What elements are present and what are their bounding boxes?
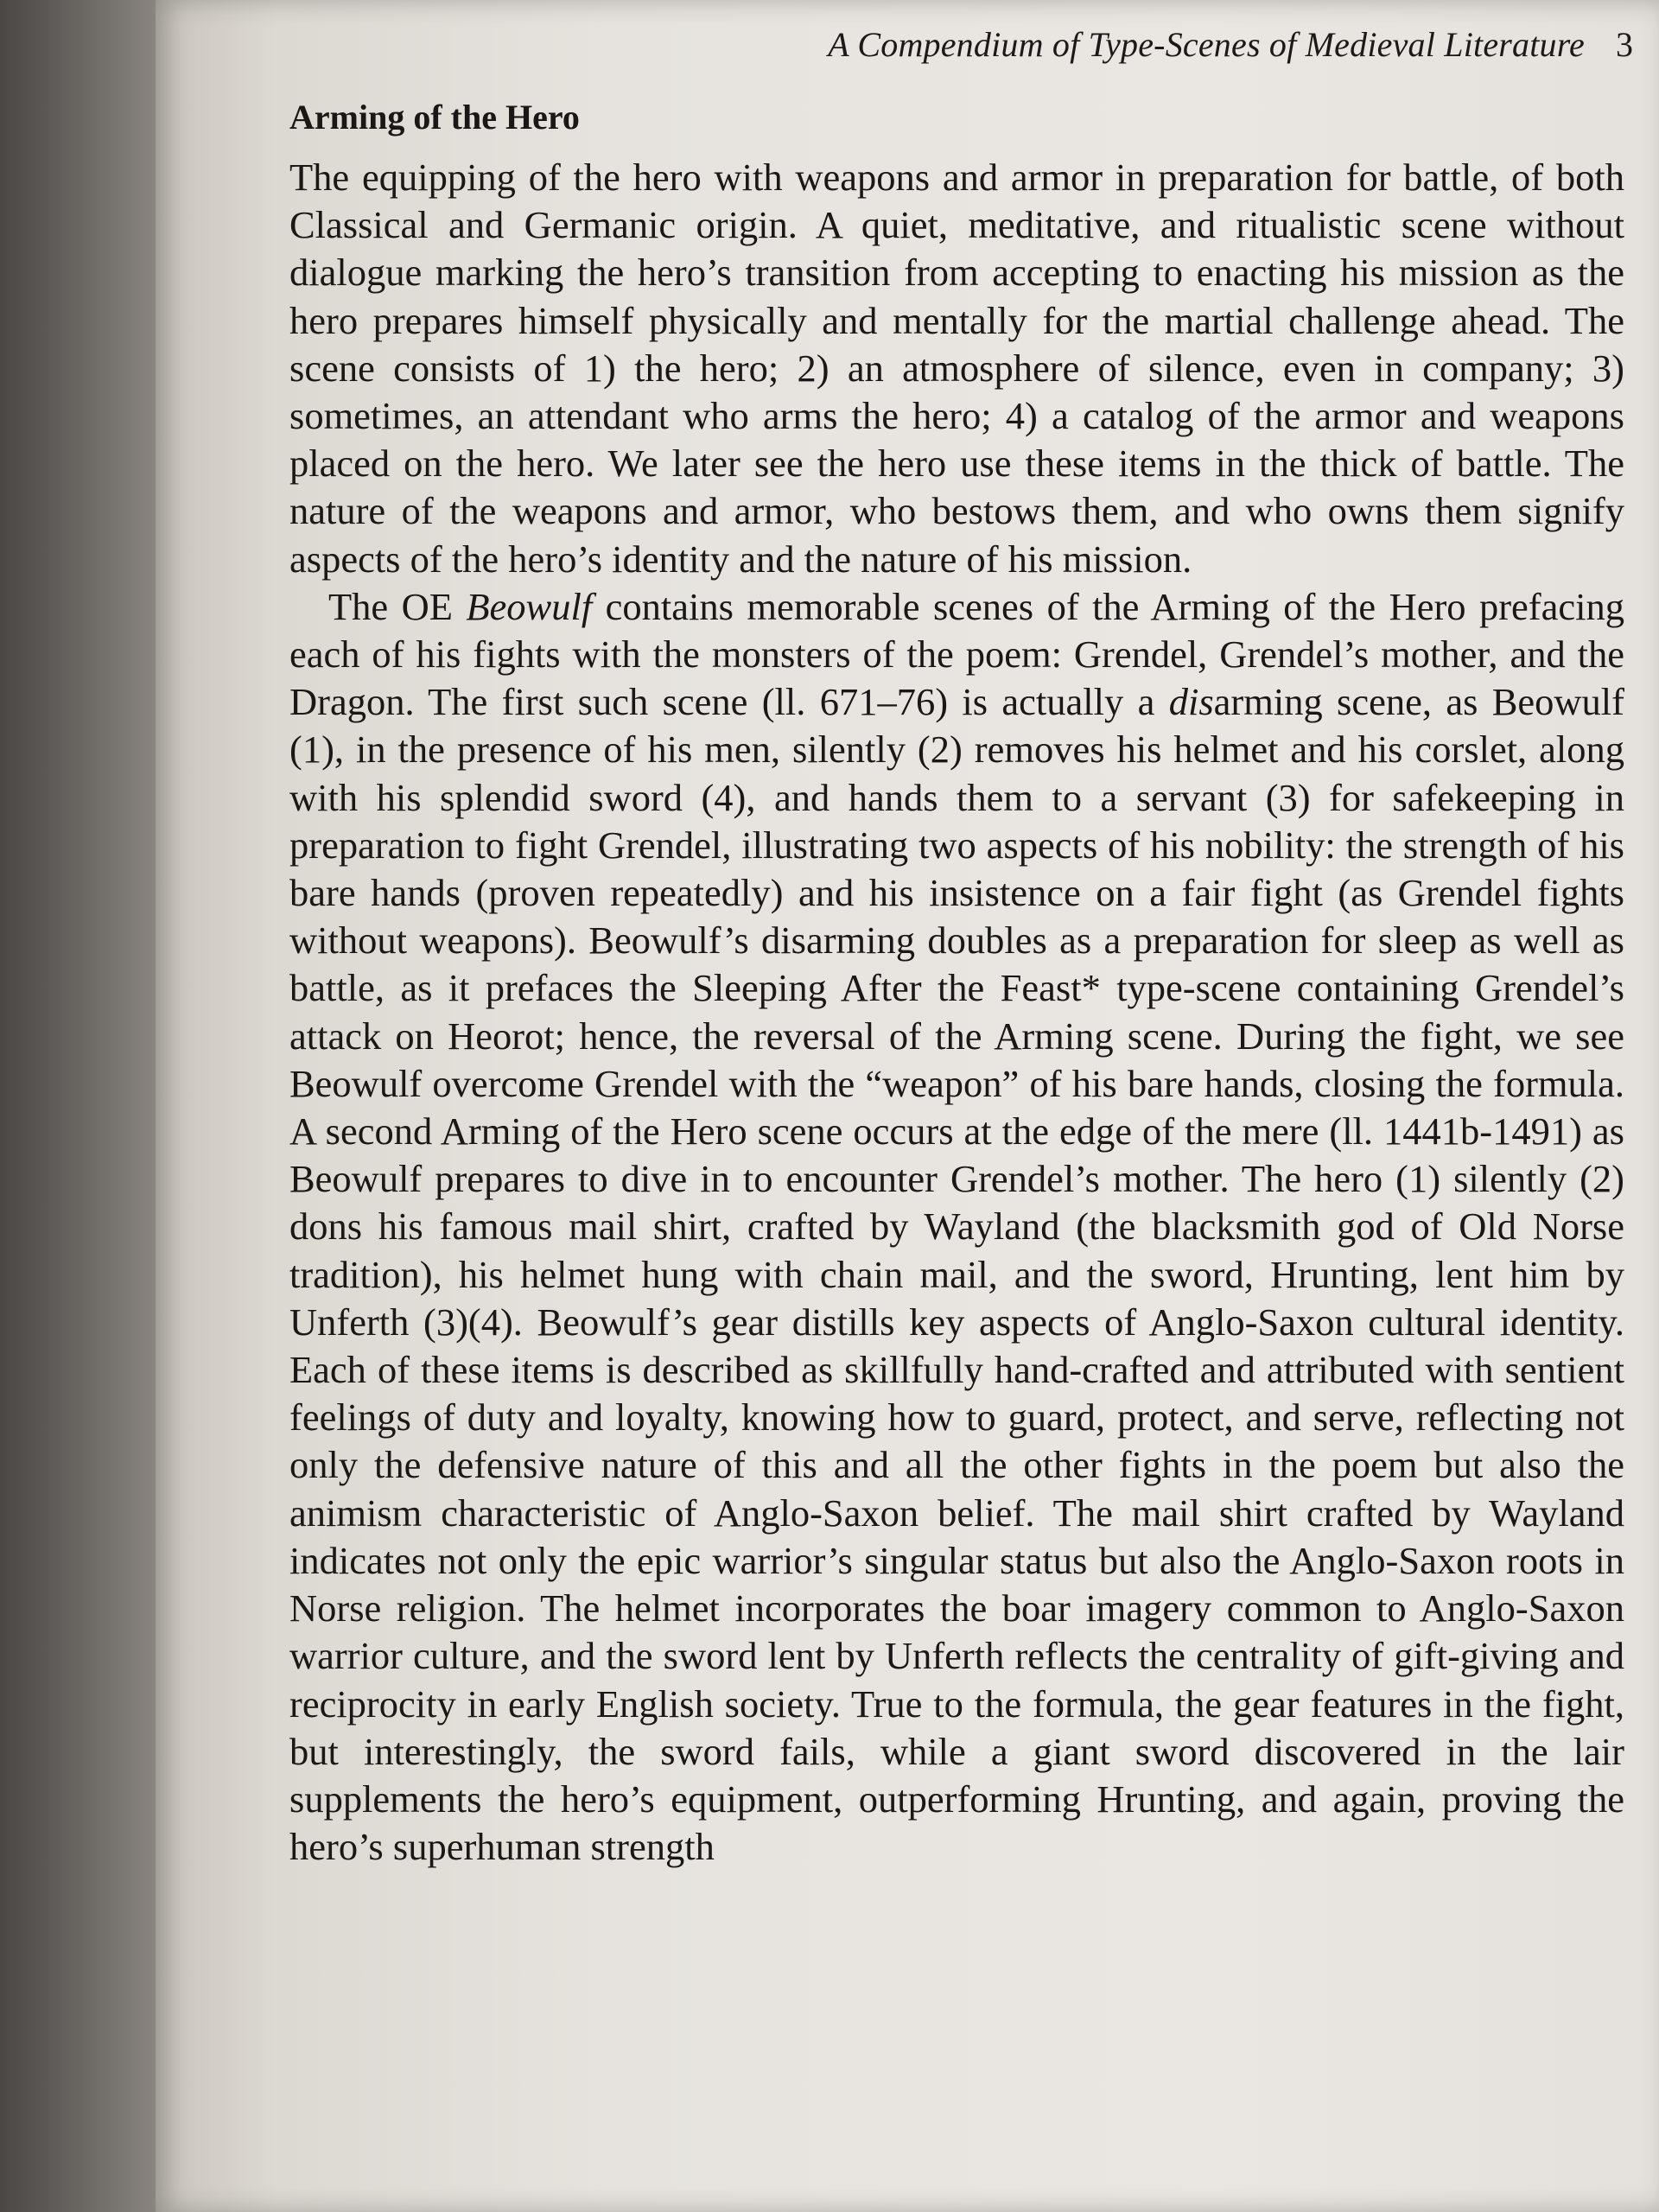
- paragraph-beowulf-text-3: arming scene, as Beowulf (1), in the presence of his men, silently (2) removes his helmet and his corslet, along with his splendid sword (4), and hands them to a servant (3) for safekeeping in preparation to fight Grendel, illustrating two aspects of his nobility: the strength of his bare hands (proven repeatedly) and his insistence on a fair fight (as Grendel fights without weapons). Beowulf’s disarming doubles as a preparation for sleep as well as battle, as it prefaces the Sleeping After the Feast* type-scene containing Grendel’s attack on Heorot; hence, the reversal of the Arming scene. During the fight, we see Beowulf overcome Grendel with the “weapon” of his bare hands, closing the formula. A second Arming of the Hero scene occurs at the edge of the mere (ll. 1441b-1491) as Beowulf prepares to dive in to encounter Grendel’s mother. The hero (1) silently (2) dons his famous mail shirt, crafted by Wayland (the blacksmith god of Old Norse tradition), his helmet hung with chain mail, and the sword, Hrunting, lent him by Unferth (3)(4). Beowulf’s gear distills key aspects of Anglo-Saxon cultural identity. Each of these items is described as skillfully hand-crafted and attributed with sentient feelings of duty and loyalty, knowing how to guard, protect, and serve, reflecting not only the defensive nature of this and all the other fights in the poem but also the animism characteristic of Anglo-Saxon belief. The mail shirt crafted by Wayland indicates not only the epic warrior’s singular status but also the Anglo-Saxon roots in Norse religion. The helmet incorporates the boar imagery common to Anglo-Saxon warrior culture, and the sword lent by Unferth reflects the centrality of gift-giving and reciprocity in early English society. True to the formula, the gear features in the fight, but interestingly, the sword fails, while a giant sword discovered in the lair supplements the hero’s equipment, outperforming Hrunting, and again, proving the hero’s superhuman strength: [289, 680, 1624, 1869]
- section-heading: Arming of the Hero: [289, 98, 580, 137]
- adjacent-page-edge: [0, 0, 164, 2212]
- running-head-title: A Compendium of Type-Scenes of Medieval Literature: [828, 25, 1585, 64]
- dis-prefix-italic: dis: [1168, 680, 1214, 724]
- running-head: [544, 24, 1633, 65]
- paragraph-definition: The equipping of the hero with weapons and armor in preparation for battle, of both Classical and Germanic origin. A quiet, meditative, and ritualistic scene without dialogue marking the hero’s transition from accepting to enacting his mission as the hero prepares himself physically and mentally for the martial challenge ahead. The scene consists of 1) the hero; 2) an atmosphere of silence, even in company; 3) sometimes, an attendant who arms the hero; 4) a catalog of the armor and weapons placed on the hero. We later see the hero use these items in the thick of battle. The nature of the weapons and armor, who bestows them, and who owns them signify aspects of the hero’s identity and the nature of his mission.: [289, 156, 1624, 581]
- book-page: [156, 0, 1659, 2212]
- page-content: [289, 97, 1624, 1871]
- paragraph-beowulf: [289, 583, 1624, 1871]
- paragraph-beowulf-text-2: contains memorable scenes of the Arming of the Hero prefacing each of his fights with the monsters of the poem: Grendel, Grendel’s mother, and the Dragon. The first such scene (ll. 671–76) is actually a: [289, 584, 1624, 724]
- page-number: 3: [1616, 25, 1633, 64]
- beowulf-title-italic: Beowulf: [466, 584, 593, 628]
- paragraph-beowulf-text-1: The OE: [328, 584, 467, 628]
